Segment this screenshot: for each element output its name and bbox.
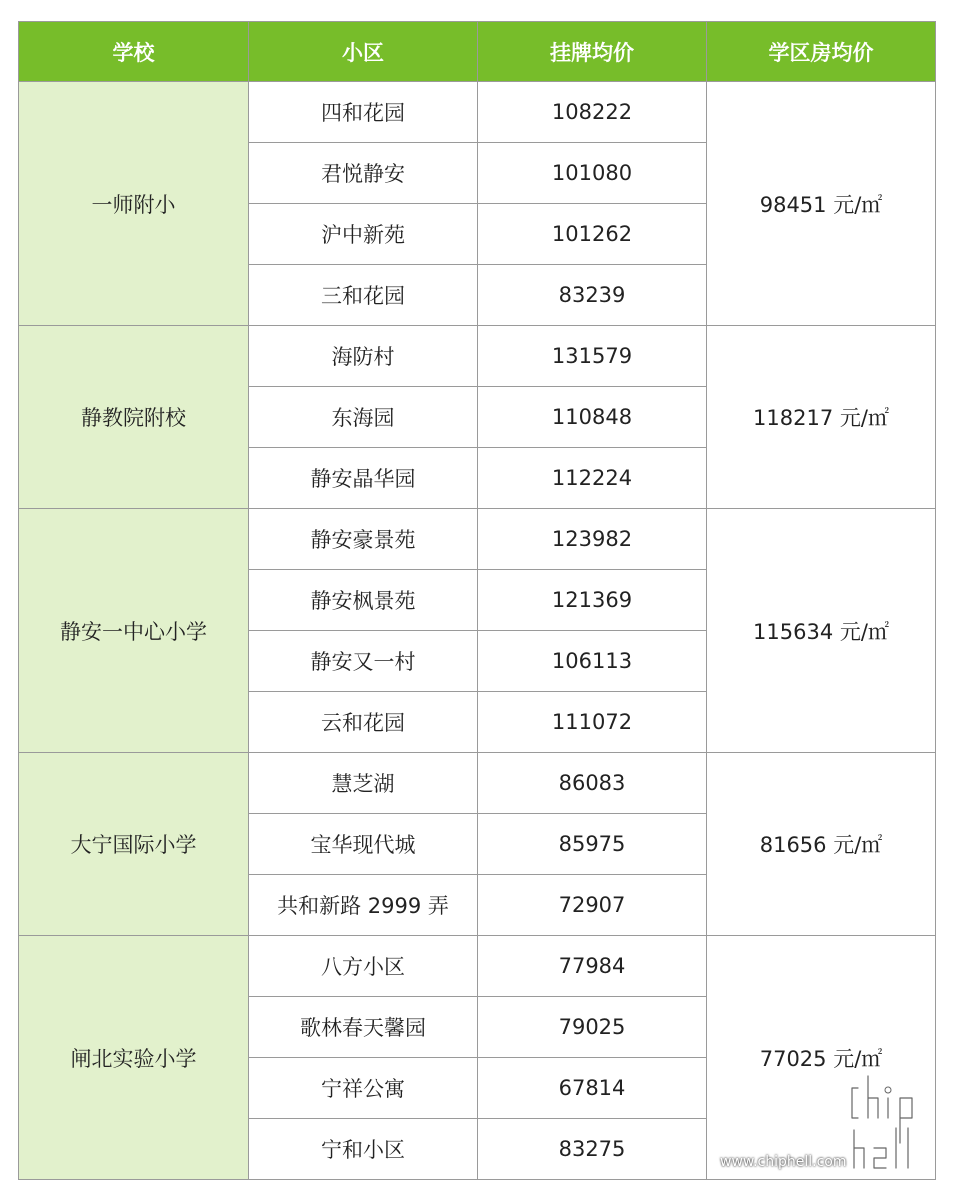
listing-price: 83275 [478, 1119, 707, 1180]
listing-price: 72907 [478, 875, 707, 936]
chiphell-watermark [720, 1068, 940, 1178]
school-name: 闸北实验小学 [19, 936, 249, 1180]
community-name: 宁和小区 [249, 1119, 478, 1180]
district-avg-price: 77025 元/㎡ [707, 936, 936, 1180]
school-name: 大宁国际小学 [19, 753, 249, 936]
district-avg-price: 81656 元/㎡ [707, 753, 936, 936]
community-name: 慧芝湖 [249, 753, 478, 814]
listing-price: 111072 [478, 692, 707, 753]
listing-price: 77984 [478, 936, 707, 997]
community-name: 云和花园 [249, 692, 478, 753]
community-name: 三和花园 [249, 265, 478, 326]
listing-price: 67814 [478, 1058, 707, 1119]
listing-price: 101262 [478, 204, 707, 265]
school-name: 静安一中心小学 [19, 509, 249, 753]
listing-price: 86083 [478, 753, 707, 814]
school-name: 静教院附校 [19, 326, 249, 509]
community-name: 宝华现代城 [249, 814, 478, 875]
table-row [19, 509, 936, 570]
community-name: 君悦静安 [249, 143, 478, 204]
table-row [19, 936, 936, 997]
district-avg-price: 98451 元/㎡ [707, 82, 936, 326]
community-name: 沪中新苑 [249, 204, 478, 265]
community-name: 宁祥公寓 [249, 1058, 478, 1119]
header-community: 小区 [249, 22, 478, 82]
listing-price: 108222 [478, 82, 707, 143]
chiphell-logo-icon [848, 1068, 940, 1173]
listing-price: 85975 [478, 814, 707, 875]
listing-price: 131579 [478, 326, 707, 387]
header-district-avg: 学区房均价 [707, 22, 936, 82]
listing-price: 106113 [478, 631, 707, 692]
community-name: 歌林春天馨园 [249, 997, 478, 1058]
listing-price: 123982 [478, 509, 707, 570]
community-name: 静安又一村 [249, 631, 478, 692]
table-row [19, 753, 936, 814]
community-name: 静安枫景苑 [249, 570, 478, 631]
listing-price: 112224 [478, 448, 707, 509]
district-avg-price: 118217 元/㎡ [707, 326, 936, 509]
listing-price: 79025 [478, 997, 707, 1058]
community-name: 海防村 [249, 326, 478, 387]
community-name: 四和花园 [249, 82, 478, 143]
community-name: 东海园 [249, 387, 478, 448]
header-listing-avg: 挂牌均价 [478, 22, 707, 82]
listing-price: 101080 [478, 143, 707, 204]
listing-price: 83239 [478, 265, 707, 326]
header-school: 学校 [19, 22, 249, 82]
community-name: 静安豪景苑 [249, 509, 478, 570]
header-row [19, 22, 936, 82]
table-row [19, 326, 936, 387]
watermark-url: www.chiphell.com [720, 1154, 847, 1170]
school-name: 一师附小 [19, 82, 249, 326]
table-row [19, 82, 936, 143]
community-name: 八方小区 [249, 936, 478, 997]
listing-price: 110848 [478, 387, 707, 448]
community-name: 静安晶华园 [249, 448, 478, 509]
district-avg-price: 115634 元/㎡ [707, 509, 936, 753]
community-name: 共和新路 2999 弄 [249, 875, 478, 936]
school-district-price-table [18, 21, 936, 1180]
listing-price: 121369 [478, 570, 707, 631]
